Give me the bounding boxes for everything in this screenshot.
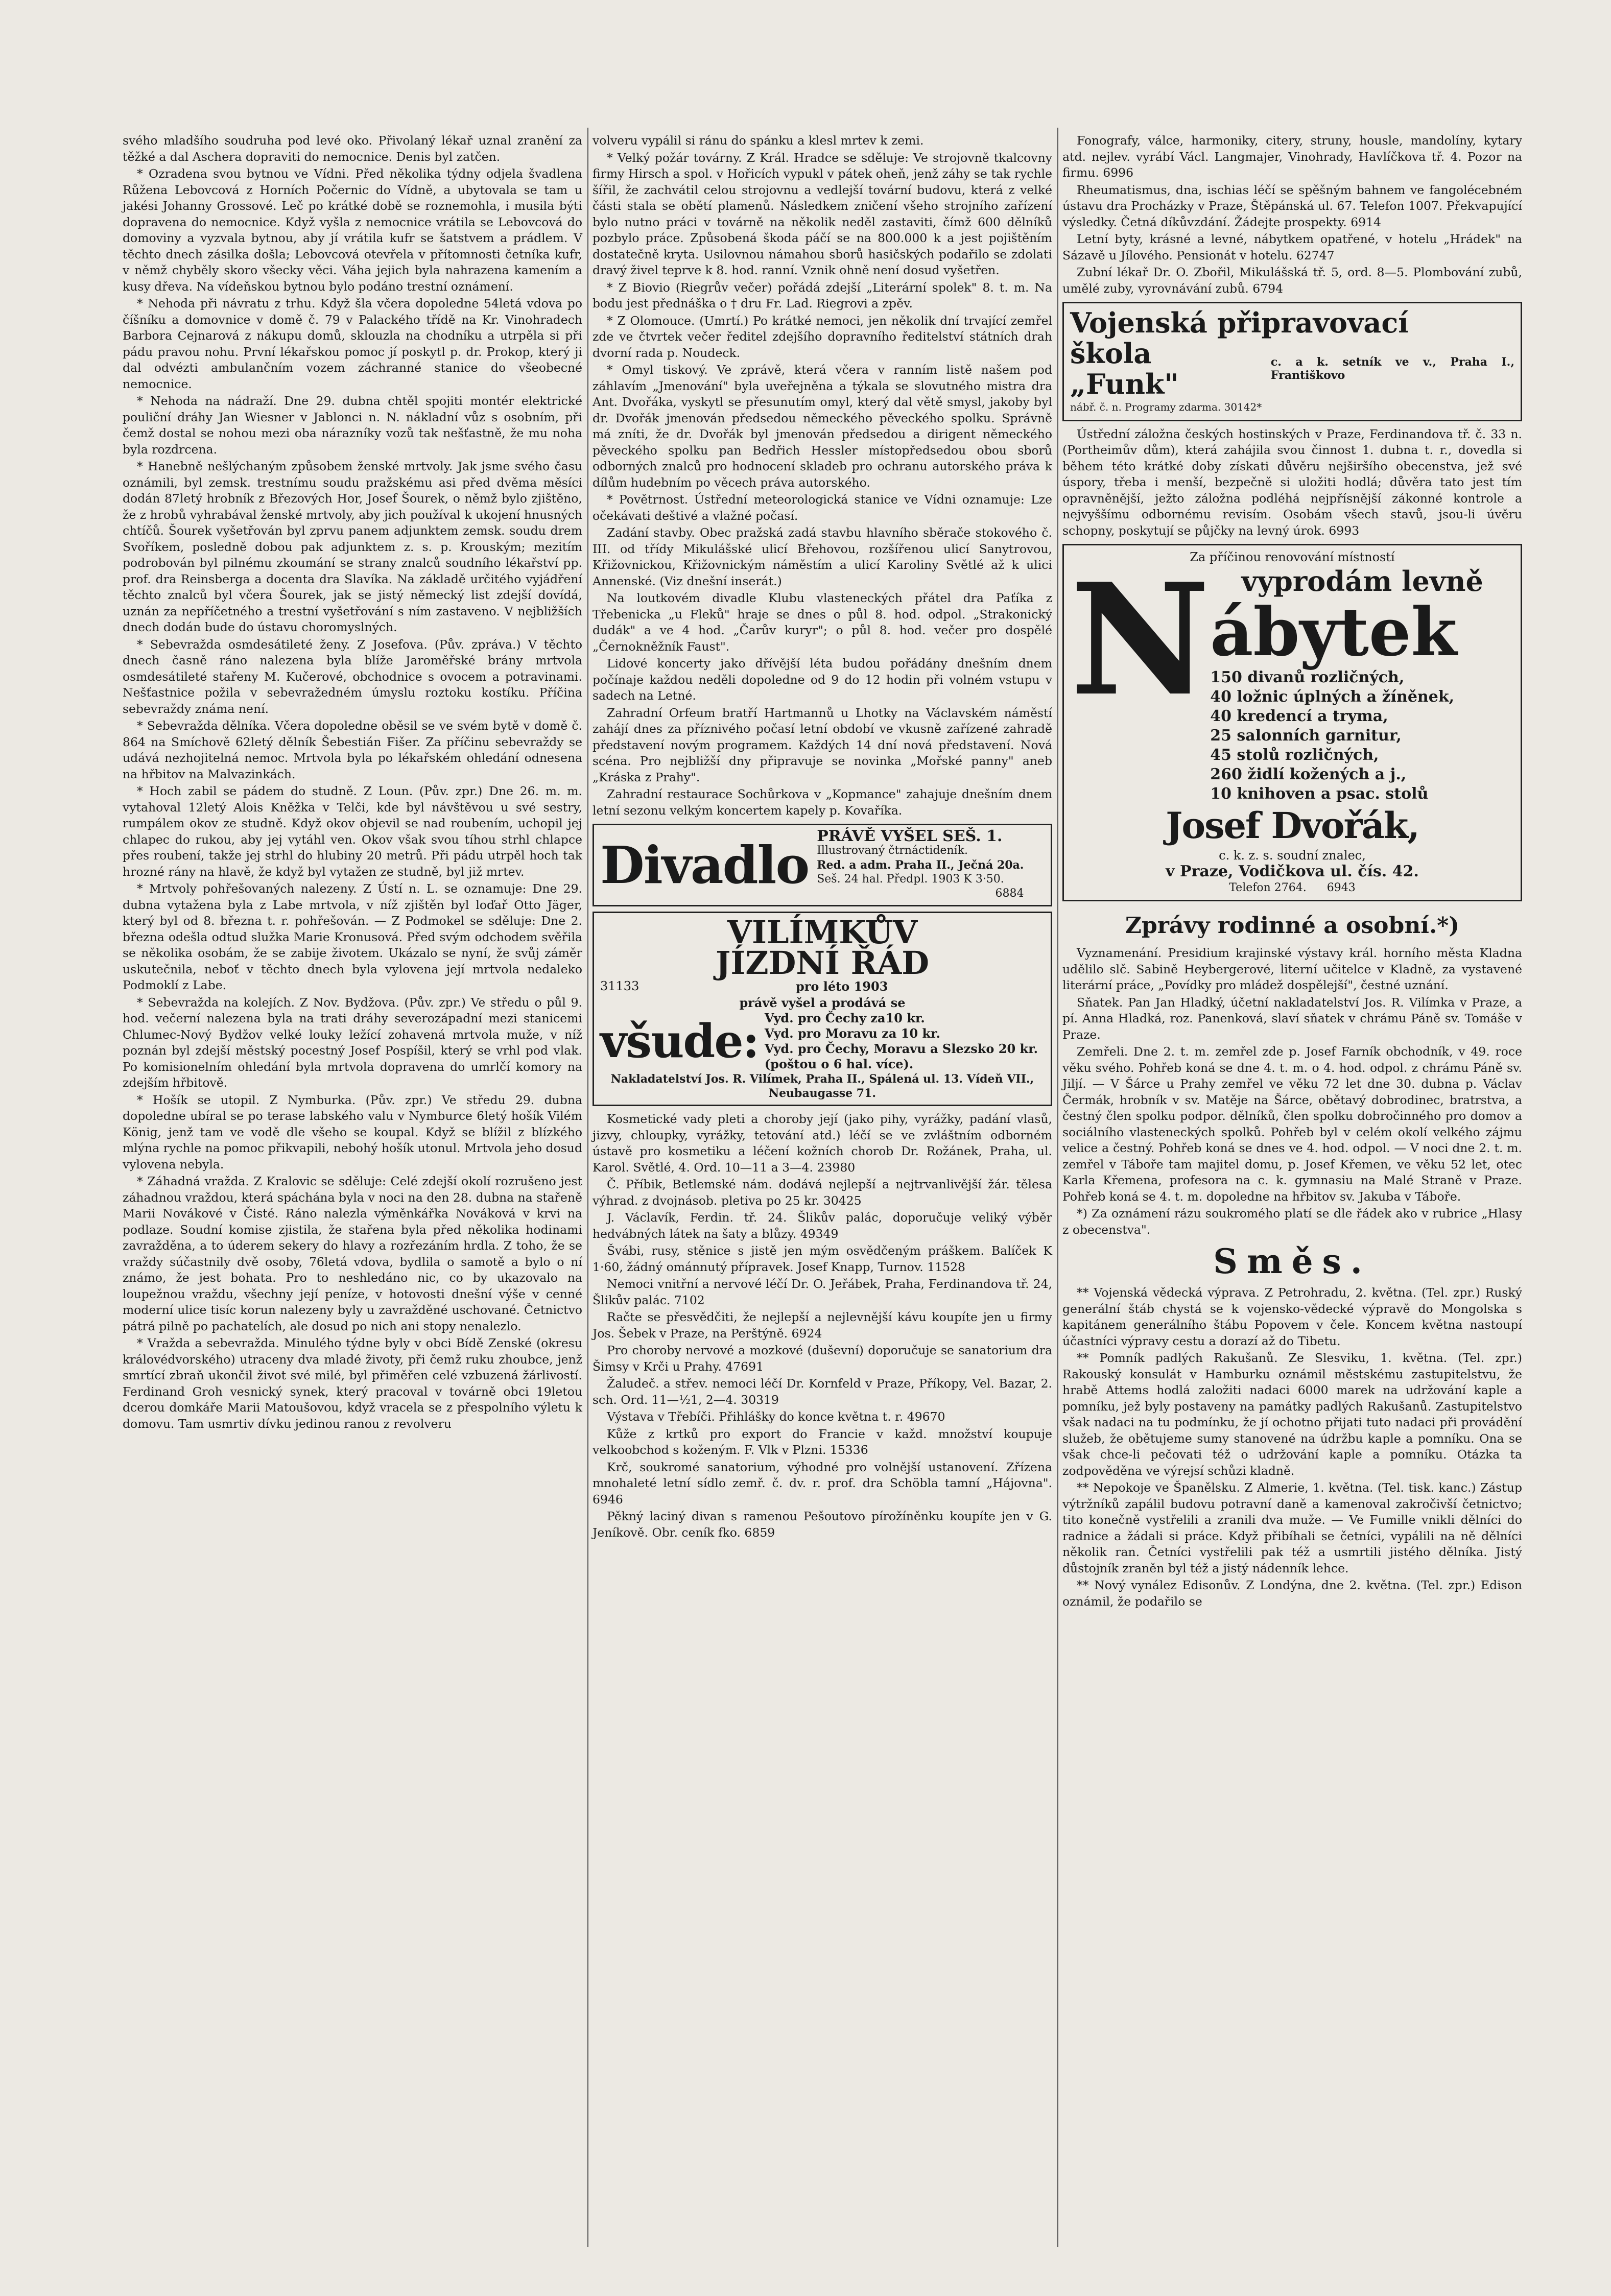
jizdni-sub: pro léto 1903 — [795, 979, 888, 994]
article-paragraph: Zahradní restaurace Sochůrkova v „Kopmance" zahajuje dnešním dnem letní sezonu velkým koncertem kapely p. Kovaříka. — [593, 787, 1052, 818]
nabytek-owner: Josef Dvořák, — [1166, 804, 1419, 847]
funk-address: c. a k. setník ve v., Praha I., Františkovo — [1270, 355, 1514, 382]
article-paragraph: * Nehoda při návratu z trhu. Když šla včera dopoledne 54letá vdova po číšníku a domovnice v domě č. 79 v Palackého třídě na Kr. Vinohradech Barbora Cejnarová z nákupu domů, sklouzla na chodníku a utrpěla si při pádu pravou nohu. První lékařskou pomoc jí poskytl p. dr. Prokop, který ji dal odvézti ambulančním vozem záchranné stanice do všeobecné nemocnice. — [123, 296, 582, 391]
ad-paragraph: Ústřední záložna českých hostinských v Praze, Ferdinandova tř. č. 33 n. (Portheimův dům), která zahájila svou činnost 1. dubna t. r., dovedla si během této krátké doby získati důvěru nejširšího obecenstva, jež své úspory, třeba i menší, bezpečně si uložiti hodlá; důvěra tato jest tím opravněnější, ježto záložna podléhá nejpřísnější zákonné kontrole a nejvyššímu odbornému revisím. Osobám všech stavů, jsou-li úvěru schopny, poskytují se půjčky na levný úrok. 6993 — [1062, 426, 1522, 538]
ad-paragraph: Pro choroby nervové a mozkové (duševní) doporučuje se sanatorium dra Šimsy v Krči u Prahy. 47691 — [593, 1343, 1052, 1374]
column-right — [1062, 133, 1522, 1611]
article-paragraph: ** Vojenská vědecká výprava. Z Petrohradu, 2. května. (Tel. zpr.) Ruský generální štáb chystá se k vojensko-vědecké výpravě do Mongolska s kapitánem generálního štábu Popovem v čele. Koncem května nastoupí účastníci výpravy cestu a dorazí až do Tibetu. — [1062, 1285, 1522, 1348]
article-paragraph: * Hoch zabil se pádem do studně. Z Loun. (Pův. zpr.) Dne 26. m. m. vytahoval 12letý Alois Kněžka v Telči, kde byl návštěvou u své sestry, rumpálem okov ze studně. Když okov objevil se nad roubením, uchopil jej chlapec do rukou, aby jej vytáhl ven. Okov však svou tíhou strhl chlapce přes roubení, takže jej strhl do hlubiny 20 metrů. Při pádu utrpěl hoch tak hrozné rány na hlavě, že když byl vytažen ze studně, byl již mrtev. — [123, 784, 582, 879]
nabytek-sub: c. k. z. s. soudní znalec, — [1219, 848, 1366, 863]
ad-paragraph: Výstava v Třebíči. Přihlášky do konce května t. r. 49670 — [607, 1409, 945, 1424]
nabytek-item: 40 ložnic úplných a žíněnek, — [1210, 687, 1455, 706]
ad-number: 6943 — [1326, 881, 1356, 894]
funk-footer: nábř. č. n. Programy zdarma. 30142* — [1070, 401, 1262, 413]
divadlo-line: Red. a adm. Praha II., Ječná 20a. — [817, 858, 1024, 872]
nabytek-top: vyprodám levně — [1241, 564, 1483, 597]
nabytek-item: 10 knihoven a psac. stolů — [1210, 784, 1429, 803]
nabytek-item: 45 stolů rozličných, — [1210, 746, 1379, 764]
divadlo-ad — [593, 824, 1052, 906]
divadlo-line: Illustrovaný čtrnáctideník. — [817, 844, 968, 857]
column-rule — [587, 128, 588, 2247]
ad-paragraph: Pěkný laciný divan s ramenou Pešoutovo pírožíněnku koupíte jen v G. Jeníkově. Obr. ceník fko. 6859 — [593, 1509, 1052, 1540]
column-rule — [1057, 128, 1058, 2247]
ad-paragraph: Račte se přesvědčiti, že nejlepší a nejlevnější kávu koupíte jen u firmy Jos. Šebek v Praze, na Perštýně. 6924 — [593, 1310, 1052, 1341]
nabytek-item: 25 salonních garnitur, — [1210, 726, 1402, 745]
jizdni-price: Vyd. pro Moravu za 10 kr. — [764, 1026, 940, 1041]
newspaper-page — [102, 77, 1527, 2273]
article-paragraph: * Nehoda na nádraží. Dne 29. dubna chtěl spojiti montér elektrické pouliční dráhy Jan Wiesner v Jablonci n. N. nákladní vůz s osobním, při čemž dostal se nohou mezi oba nárazníky vozů tak nešťastně, že mu noha byla rozdrcena. — [123, 394, 582, 457]
nabytek-title: ábytek — [1210, 592, 1457, 671]
ad-paragraph: J. Václavík, Ferdin. tř. 24. Šlikův palác, doporučuje veliký výběr hedvábných látek na šaty a blůzy. 49349 — [593, 1210, 1052, 1241]
jizdni-rad-ad — [593, 912, 1052, 1106]
jizdni-publisher: Nakladatelství Jos. R. Vilímek, Praha II., Spálená ul. 13. Vídeň VII., Neubaugasse 71. — [610, 1072, 1034, 1100]
funk-title: škola „Funk" — [1070, 337, 1179, 400]
ad-paragraph: Rheumatismus, dna, ischias léčí se spěšným bahnem ve fangolécebném ústavu dra Procházky v Praze, Štěpánská ul. 67. Telefon 1007. Překvapující výsledky. Četná díkůvzdání. Žádejte prospekty. 6914 — [1062, 182, 1522, 229]
ad-paragraph: Č. Příbik, Betlemské nám. dodává nejlepší a nejtrvanlivější žár. tělesa výhrad. z dvojnásob. pletiva po 25 kr. 30425 — [593, 1177, 1052, 1208]
funk-title: Vojenská připravovací — [1070, 306, 1409, 339]
article-paragraph: Sňatek. Pan Jan Hladký, účetní nakladatelství Jos. R. Vilímka v Praze, a pí. Anna Hladká, roz. Panenková, slaví sňatek v chrámu Páně sv. Tomáše v Praze. — [1062, 995, 1522, 1042]
footnote: *) Za oznámení rázu soukromého platí se dle řádek ako v rubrice „Hlasy z obecenstva". — [1062, 1206, 1522, 1237]
article-paragraph: * Vražda a sebevražda. Minulého týdne byly v obci Bídě Zenské (okresu královédvorského) utraceny dva mladé životy, při čemž ruku zhoubce, jenž smrtící zbraň ukončil život své milé, byl přiměřen celé vzbuzená žárlivostí. Ferdinand Groh vesnický synek, který pracoval v továrně obci 19letou dcerou domkáře Marii Matoušovou, když vracela se z přespolního výletu k domovu. Tam usmrtiv dívku jedinou ranou z revolveru — [123, 1336, 582, 1431]
article-paragraph: * Velký požár továrny. Z Král. Hradce se sděluje: Ve strojovně tkalcovny firmy Hirsch a spol. v Hořicích vypukl v pátek oheň, jenž záhy se tak rychle šířil, že zachvátil celou strojovnu a vedlejší tovární budovu, která z velké části stala se obětí plamenů. Následkem zničení všeho strojního zařízení bylo nutno práci v továrně na několik neděl zastaviti, čímž 600 dělníků pozbylo práce. Způsobená škoda páčí se na 800.000 k a jest pojištěním dostatečně kryta. Usilovnou námahou sborů hasičských podařilo se zdolati dravý živel teprve k 8. hod. ranní. Vznik ohně není dosud vyšetřen. — [593, 150, 1052, 277]
article-paragraph: svého mladšího soudruha pod levé oko. Přivolaný lékař uznal zranění za těžké a dal Aschera dopraviti do nemocnice. Denis byl zatčen. — [123, 133, 582, 164]
article-paragraph: * Ozradena svou bytnou ve Vídni. Před několika týdny odjela švadlena Růžena Lebovcová z Horních Počernic do Vídně, a ubytovala se tam u jakési Johanny Grossové. Leč po krátké době se roznemohla, i musila býti dopravena do nemocnice. Když vyšla z nemocnice vrátila se Lebovcová do domoviny a vyzvala bytnou, aby jí vrátila kufr se šatstvem a prádlem. V těchto dnech zásilka došla; Lebovcová otevřela v přítomnosti četníka kufr, v němž chyběly skoro všecky věci. Váha jejich byla nahrazena kamením a kusy dřeva. Na vídeňskou bytnou bylo podáno trestní oznámení. — [123, 166, 582, 294]
nabytek-pre: Za příčinou renovování místností — [1190, 550, 1395, 564]
jizdni-vsude: všude: — [600, 1014, 759, 1068]
section-title-smes: Směs. — [1213, 1241, 1371, 1281]
nabytek-phone: Telefon 2764. — [1229, 881, 1307, 894]
article-paragraph: ** Pomník padlých Rakušanů. Ze Slesviku, 1. května. (Tel. zpr.) Rakouský konsulát v Hamburku oznámil městskému zastupitelstvu, že hrabě Attems hodlá založiti nadaci 6000 marek na udržování kaple a pomníku, jež byly postaveny na památky padlých Rakušanů. Zastupitelstvo však nadaci na tu podmínku, že jí ochotno přijati tuto nadaci při provádění služeb, že obětujeme sumy stanovené na údržbu kaple a pomníku. Ona se však chce-li pečovati též o udržování kaple a pomníku. Otázka ta zodpověděna ve výrejsí schůzi kladně. — [1062, 1351, 1522, 1478]
article-paragraph: * Povětrnost. Ústřední meteorologická stanice ve Vídni oznamuje: Lze očekávati deštivé a vlažné počasí. — [593, 492, 1052, 523]
article-paragraph: * Záhadná vražda. Z Kralovic se sděluje: Celé zdejší okolí rozrušeno jest záhadnou vraždou, která spáchána byla v noci na den 28. dubna na stařeně Marii Novákové v Čisté. Ráno nalezla výměnkářka Nováková v krvi na podlaze. Soudní komise zjistila, že stařena byla před několika hodinami zavražděna, a to úderem sekery do hlavy a rozřezáním hrdla. Z toho, že se vraždy súčastnily dvě osoby, 76letá vdova, bydlila o samotě a bylo o ní známo, že jest bohata. Pro to neshledáno nic, co by ukazovalo na loupežnou vraždu, všechny její peníze, v hotovosti dnešní výše v cenné moderní ulice tisíc korun nalezeny byly u zavražděné uschované. Četnictvo pátrá pilně po pachatelích, ale dosud po nich ani stopy nenalezlo. — [123, 1174, 582, 1333]
jizdni-price: Vyd. pro Čechy, Moravu a Slezsko 20 kr. (poštou o 6 hal. více). — [764, 1041, 1038, 1071]
ad-paragraph: Nemoci vnitřní a nervové léčí Dr. O. Jeřábek, Praha, Ferdinandova tř. 24, Šlikův palác. 7102 — [593, 1277, 1052, 1307]
article-paragraph: * Sebevražda dělníka. Včera dopoledne oběsil se ve svém bytě v domě č. 864 na Smíchově 62letý dělník Šebestián Fišer. Za příčinu sebevraždy se udává nezhojitelná nemoc. Mrtvola byla po lékařském ohledání odnesena na hřbitov na Malvazinkách. — [123, 719, 582, 781]
jizdni-price: Vyd. pro Čechy za10 kr. — [764, 1011, 925, 1025]
column-left — [123, 133, 582, 1433]
jizdni-title: VILÍMKŮV — [727, 914, 918, 951]
article-paragraph: * Sebevražda osmdesátileté ženy. Z Josefova. (Pův. zpráva.) V těchto dnech časně ráno nalezena byla blíže Jaroměřské brány mrtvola osmdesátileté stařeny M. Kučerové, obchodnice s ovocem a potravinami. Nešťastnice požila v sebevražedném úmyslu roztoku kostíku. Příčina sebevraždy známa není. — [123, 637, 582, 716]
article-paragraph: * Hošík se utopil. Z Nymburka. (Pův. zpr.) Ve středu 29. dubna dopoledne ubíral se po terase labského valu v Nymburce 6letý hošík Vilém König, jenž tam ve vodě dle všeho se koupal. Když se blížil z blízkého mlýna rychle na pomoc přikvapili, nebohý hošík utonul. Mrtvola jeho dosud vylovena nebyla. — [123, 1092, 582, 1171]
nabytek-address: v Praze, Vodičkova ul. čís. 42. — [1166, 863, 1419, 880]
divadlo-title: Divadlo — [600, 835, 809, 895]
article-paragraph: * Hanebně nešlýchaným způsobem ženské mrtvoly. Jak jsme svého času oznámili, byl zemsk. trestnímu soudu pražskému asi před dvěma měsíci dodán 87letý hrobník z Březových Hor, Josef Šourek, o němž bylo zjištěno, že z hrobů vyhrabával ženské mrtvoly, aby jich používal k ukojení hnusných chtíčů. Šourek vyšetřován byl zprvu panem adjunktem zemsk. soudu drem Svoříkem, posledně dobou pak adjunktem z. s. p. Krouským; mezitím podrobován byl pilnému zkoumání se strany znalců soudního lékařství pp. prof. dra Reinsberga a docenta dra Slavíka. Na základě určitého vyjádření těchto znalců byl včera Šourek, jak se jistý německý list zdejší dovídá, uznán za nepříčetného a trestní vyšetřování s ním zastaveno. V nejbližších dnech dodán bude do ústavu choromyslných. — [123, 459, 582, 634]
article-paragraph: volveru vypálil si ránu do spánku a klesl mrtev k zemi. — [593, 133, 924, 148]
nabytek-item: 40 kredencí a tryma, — [1210, 707, 1388, 725]
article-paragraph: Zemřeli. Dne 2. t. m. zemřel zde p. Josef Farník obchodník, v 49. roce věku svého. Pohřeb koná se dne 4. t. m. o 4. hod. odpol. z chrámu Páně sv. Jiljí. — V Šárce u Prahy zemřel ve věku 72 let dne 30. dubna p. Václav Čermák, hrobník v sv. Matěje na Šárce, obětavý dobrodinec, bratrstva, a čestný člen spolku podpor. dělníků, člen spolku dobročinného pro domov a sociálního vlasteneckých spolků. Pohřeb byl v celém okolí velkého zájmu velice a čestný. Pohřeb koná se dnes ve 4. hod. odpol. — V noci dne 2. t. m. zemřel v Táboře tam majitel domu, p. Josef Křemen, ve věku 52 let, otec Karla Křemena, profesora na c. k. gymnasiu na Malé Straně v Praze. Pohřeb koná se 4. t. m. dopoledne na hřbitov sv. Jakuba v Táboře. — [1062, 1044, 1522, 1204]
article-paragraph: ** Nepokoje ve Španělsku. Z Almerie, 1. května. (Tel. tisk. kanc.) Zástup výtržníků zapálil budovu potravní daně a kamenoval zakročivší četnictvo; tito konečně vystřelili a zranili dva muže. — Ve Fumille vnikli dělníci do radnice a žádali si práce. Když přibíhali se četníci, vypálili na ně dělníci několik ran. Četníci vystřelili pak též a usmrtili jistého dělníka. Jistý důstojník zraněn byl též a jistý nádenník lehce. — [1062, 1480, 1522, 1575]
nabytek-ad — [1062, 544, 1522, 901]
article-paragraph: * Sebevražda na kolejích. Z Nov. Bydžova. (Pův. zpr.) Ve středu o půl 9. hod. večerní nalezena byla na trati dráhy severozápadní mezi stanicemi Chlumec-Nový Bydžov velké louky ležící zohavená mrtvola muže, v níž poznán byl zdejší městský pocestný Josef Pospíšil, který se vrhl pod vlak. Po komisionelním ohledání byla mrtvola dopravena do umrlčí komory na zdejším hřbitově. — [123, 995, 582, 1090]
ad-paragraph: Zubní lékař Dr. O. Zbořil, Mikulášská tř. 5, ord. 8—5. Plombování zubů, umělé zuby, vyrovnávání zubů. 6794 — [1062, 265, 1522, 296]
column-middle — [593, 133, 1052, 1542]
ad-paragraph: Kůže z krtků pro export do Francie v každ. množství koupuje velkoobchod s koženým. F. Vlk v Plzni. 15336 — [593, 1426, 1052, 1457]
article-paragraph: Vyznamenání. Presidium krajinské výstavy král. horního města Kladna udělilo slč. Sabině Heybergerové, literní učitelce v Kladně, za vystavené literární práce, „Povídky pro mládež dospělejší", čestné uznání. — [1062, 946, 1522, 992]
ad-number: 31133 — [600, 979, 639, 993]
jizdni-avail: právě vyšel a prodává se — [739, 995, 906, 1010]
ad-paragraph: Kosmetické vady pleti a choroby její (jako pihy, vyrážky, padání vlasů, jizvy, chloupky, vyrážky, tetování atd.) léčí se ve zvláštním odborném ústavě pro kosmetiku a léčení kožních chorob Dr. Rožánek, Praha, ul. Karol. Světlé, 4. Ord. 10—11 a 3—4. 23980 — [593, 1112, 1052, 1175]
article-paragraph: ** Nový vynález Edisonův. Z Londýna, dne 2. května. (Tel. zpr.) Edison oznámil, že podařilo se — [1062, 1578, 1522, 1609]
article-paragraph: * Omyl tiskový. Ve zprávě, která včera v ranním listě našem pod záhlavím „Jmenování" byla uveřejněna a týkala se slovutného mistra dra Ant. Dvořáka, vyskytl se přesunutím omyl, který dal větě smysl, jakoby byl dr. Dvořák jmenován předsedou německého pěveckého spolku. Správně má zníti, že dr. Dvořák byl jmenován předsedou a dirigent německého pěveckého spolku pan Bedřich Hessler místopředsedou obou sborů odborných znalců pro hodnocení skladeb pro ochranu autorského práva k dílům hudebním po věcech práva autorského. — [593, 363, 1052, 490]
ad-number: 6884 — [995, 887, 1024, 900]
ad-paragraph: Fonografy, válce, harmoniky, citery, struny, housle, mandolíny, kytary atd. nejlev. vyrábí Václ. Langmajer, Vinohrady, Havlíčkova tř. 4. Pozor na firmu. 6996 — [1062, 133, 1522, 180]
jizdni-title: JÍZDNÍ ŘÁD — [715, 944, 929, 982]
article-paragraph: * Z Olomouce. (Umrtí.) Po krátké nemoci, jen několik dní trvající zemřel zde ve čtvrtek večer ředitel zdejšího dopravního ředitelství státních drah dvorní rada p. Noudeck. — [593, 313, 1052, 360]
article-paragraph: * Mrtvoly pohřešovaných nalezeny. Z Ústí n. L. se oznamuje: Dne 29. dubna vytažena byla z Labe mrtvola, v níž zjištěn byl loďař Otto Jäger, který byl od 8. března t. r. pohřešován. — Z Podmokel se sděluje: Dne 2. března odešla odtud služka Marie Kronusová. Před svým odchodem svěřila se několika osobám, že se zabije životem. Ukázalo se nyní, že svůj záměr uskutečnila, neboť v těchto dnech byla vylovena její mrtvola nedaleko Podmoklí z Labe. — [123, 881, 582, 992]
ad-paragraph: Žaludeč. a střev. nemoci léčí Dr. Kornfeld v Praze, Příkopy, Vel. Bazar, 2. sch. Ord. 11—½1, 2—4. 30319 — [593, 1376, 1052, 1407]
divadlo-line: Seš. 24 hal. Předpl. 1903 K 3·50. — [817, 873, 1004, 886]
nabytek-list — [1210, 668, 1514, 804]
ad-paragraph: Švábi, rusy, stěnice s jistě jen mým osvědčeným práškem. Balíček K 1·60, žádný ománnutý přípravek. Josef Knapp, Turnov. 11528 — [593, 1243, 1052, 1274]
article-paragraph: Zadání stavby. Obec pražská zadá stavbu hlavního sběrače stokového č. III. od třídy Mikulášské ulicí Břehovou, rozšířenou ulicí Sanytrovou, Křižovnickou, Křižovnickým náměstím a ulicí Karoliny Světlé až k ulici Annenské. (Viz dnešní inserát.) — [593, 525, 1052, 588]
ad-paragraph: Letní byty, krásné a levné, nábytkem opatřené, v hotelu „Hrádek" na Sázavě u Jílového. Pensionát v hotelu. 62747 — [1062, 232, 1522, 262]
divadlo-line: PRÁVĚ VYŠEL SEŠ. 1. — [817, 827, 1003, 845]
section-title-family: Zprávy rodinné a osobní.*) — [1125, 913, 1460, 939]
nabytek-item: 260 židlí kožených a j., — [1210, 765, 1407, 783]
funk-school-ad — [1062, 302, 1522, 421]
article-paragraph: Zahradní Orfeum bratří Hartmannů u Lhotky na Václavském náměstí zahájí dnes za příznivého počasí letní období ve vkusně zařízené zahradě představení novým programem. Každých 14 dní nová představení. Nová scéna. Pro nejbližší dny připravuje se novinka „Mořské panny" aneb „Kráska z Prahy". — [593, 705, 1052, 784]
ad-paragraph: Krč, soukromé sanatorium, výhodné pro volnější ustanovení. Zřízena mnohaleté letní sídlo zemř. č. dv. r. prof. dra Schöbla tamní „Hájovna". 6946 — [593, 1460, 1052, 1506]
nabytek-item: 150 divanů rozličných, — [1210, 668, 1405, 686]
article-paragraph: * Z Biovio (Riegrův večer) pořádá zdejší „Literární spolek" 8. t. m. Na bodu jest přednáška o † dru Fr. Lad. Riegrovi a zpěv. — [593, 280, 1052, 310]
nabytek-initial: N — [1070, 549, 1211, 730]
article-paragraph: Na loutkovém divadle Klubu vlasteneckých přátel dra Paťíka z Třebenicka „u Fleků" hraje se dnes o půl 8. hod. odpol. „Strakonický dudák" a ve 4 hod. „Čarův kuryr"; o půl 8. hod. večer pro dospělé „Černokněžník Faust". — [593, 591, 1052, 654]
article-paragraph: Lidové koncerty jako dřívější léta budou pořádány dnešním dnem počínaje každou neděli dopoledne od 9 do 12 hodin při volném vstupu v sadech na Letné. — [593, 656, 1052, 703]
